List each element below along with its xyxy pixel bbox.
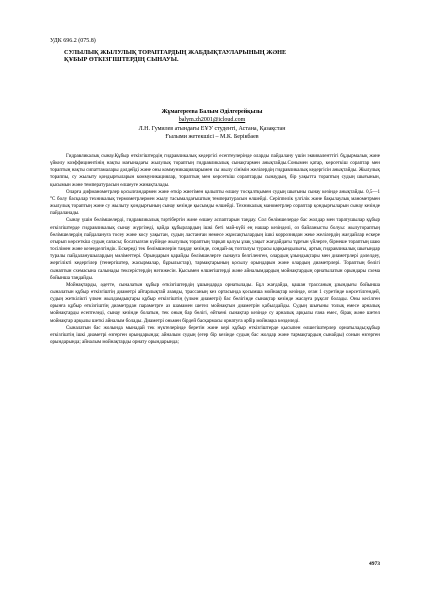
paragraph: Мойнақтарды, әдетте, сыналатын құбыр өткізгіштердің ұшындарда орнатылады. Бұл жағдайда, қашан трассаның ұзындығы бойынша сыналатын құбыр өткізгіштің диаметрі айтарлықтай азаяды, трассаның кез ортасында қосымша мойнақтар кезінде, оған 1 суретінде көрсетілгендей, судың жеткілікті үлкен жылдамдықтары құбыр өткізгіштің (үлкен диаметрі) бас бөлігінде сынақтар кезінде жасауға рұқсат болады. Оны кесілген орынға құбыр өткізгіштің диаметрдан параметрге аз шамамен шетел мойнақтын диаметрін қабылдайды. Судың шығыны толық емесе арналық мойнақтарды есептеледі, сынау кезінде болатын, тек оның бар бөлігі, өйткені сынақтар кезінде су арналық арқылы ғана емес, бірақ және шетел мойнақтар арқылы шеткі айналым болады. Диаметрі оньмен бірдей басқармасы орнатуға әрбір мойнақка көзделеді.	[50, 281, 380, 324]
paragraph: Оларға дифманометрлер қосылғандармен және өткір жиегімен қалыпты өлшеу тосқалтқымен судың шығыны сынау кезінде анықтайды. 0,5—1 °С болу басқалар техникалық термометрлермен жылу тасымалдағыштың температурасын өлшейді. Серіппелік үлгілік және бақылаулық манометрмен жылулық тораптың және су жылыту қондырғының сынау кезінде қысымды өлшейді. Техникалық манометрлер сораптар қондырғыларын сынау кезінде пайдаланады.	[50, 188, 380, 217]
page-number: 4973	[369, 561, 380, 567]
title-line-2: ҚҰБЫР ӨТКІЗГІШТЕРДІҢ СЫНАУЫ.	[64, 56, 179, 64]
udk-code: УДК 696.2 (075.8)	[50, 38, 96, 44]
author-email-link[interactable]: balym.zh2001@icloud.com	[178, 117, 246, 124]
author-name: Жұмагереева Балым Әділгерейқызы	[161, 109, 263, 115]
paragraph: Сынау үшін бөлімшелерді, гидравликалық тәртібертін және өлшеу аспаптарын таңдау. Сол бөлімшелерде бас жолдар мен таратушылар құбыр өткізгіштерде гидравликалық сынау жүргізеді, қайда құбырлардың ішкі беті май-күйі ең нашар кезінделі, оз байланысты болуы: жылутораптың бөлімшелердің пайдалануға тосеу және косу уақытан, судың ластанғаи немесе жұмсақтылардың ішкі коррозиядан жеке желілердің жағдайлар ескере отырып көрсеткіш судың сапасы; босатылған күйінде жылулық тораптың тарқап қалуы ұзақ уақыт жағдайдағы тұрғын үйлерге, бірнеше тораптың шаю тосілімен және кезеңделгіндік. Ескереді тек бөлімшелерін таңдау кезінде, сондай-ақ топталуы турасы қарқындылығы, артық гидравликалық шығындар туралы пайдаланушылардың мәліметтері. Орындарын қарайды бөлімшелерге сынауға белгіленген, олардың ұзындықтары мен диаметрлері дәлелдеу, жергілікті кедергілер (тенергіштер, жасырмалар, бұрылыстар), тармақтарының қосылу орындарын және олардың диаметрлері. Тораптың бөлігі сынаптын схемасына салынады тексерістердің нәтижесін. Қысымен өлшегіштерді және айналымдардың мойнақтардың орнатылатын орындары схема бойынша таңдайды.	[50, 217, 380, 281]
author-block	[0, 108, 424, 141]
scientific-supervisor: Ғылыми жетекшісі – М.К. Берікбаев	[165, 133, 259, 140]
author-affiliation: Л.Н. Гумилев атындағы ЕҰУ студенті, Астана, Қазақстан	[138, 125, 286, 132]
article-body	[50, 153, 380, 346]
paragraph: Гидравликалық сынау.Құбыр өткізгіштердің гидравликалық кедергісі есептеулерінде оларды пайдалану үшін эквиваленттігі бұдырмалық және үйкелу коэффициентінің нақты мағынадағы жылулық тораптың гидравликалық сынақтармен анықтайды.Сонымен қатар, көрсеткіш сораптар мен тораптың нақты сипаттамалары дәлдейді және оны коммуникацияларымен сы жылу сінімін желілердің гидравликалық кедергісін анықтайды. Жылулық тораппы, су жылыту қондырғыларын коммуникациялар, тораптың мен көрсеткіш сораптарды сынаудың, бір уақытта тораптың судың шығынын, қысымын және температурасын өлшеуге жинақталады.	[50, 153, 380, 188]
title-line-1: СУЛЫЛЫҚ ЖЫЛУЛЫҚ ТОРАПТАРДЫҢ ЖАБДЫҚТАУЛАРЫНЫҢ ЖӘНЕ	[64, 49, 287, 56]
paragraph: Сыналатын бас жолында мынадай тек нүктелерінде беретін және кері құбыр өткізгіштерде қысыпен өлшегіштерлер орнатылады;құбыр өткізгіштің ішкі диаметрі өзгерген орындарында; айналым судың (егер бір кезінде судың бас жолдар және тармақтардың сынайды) сонын өзгерген орындарында; айналым мойнақтарды орнату орындарында;	[50, 324, 380, 346]
article-title	[64, 49, 374, 64]
